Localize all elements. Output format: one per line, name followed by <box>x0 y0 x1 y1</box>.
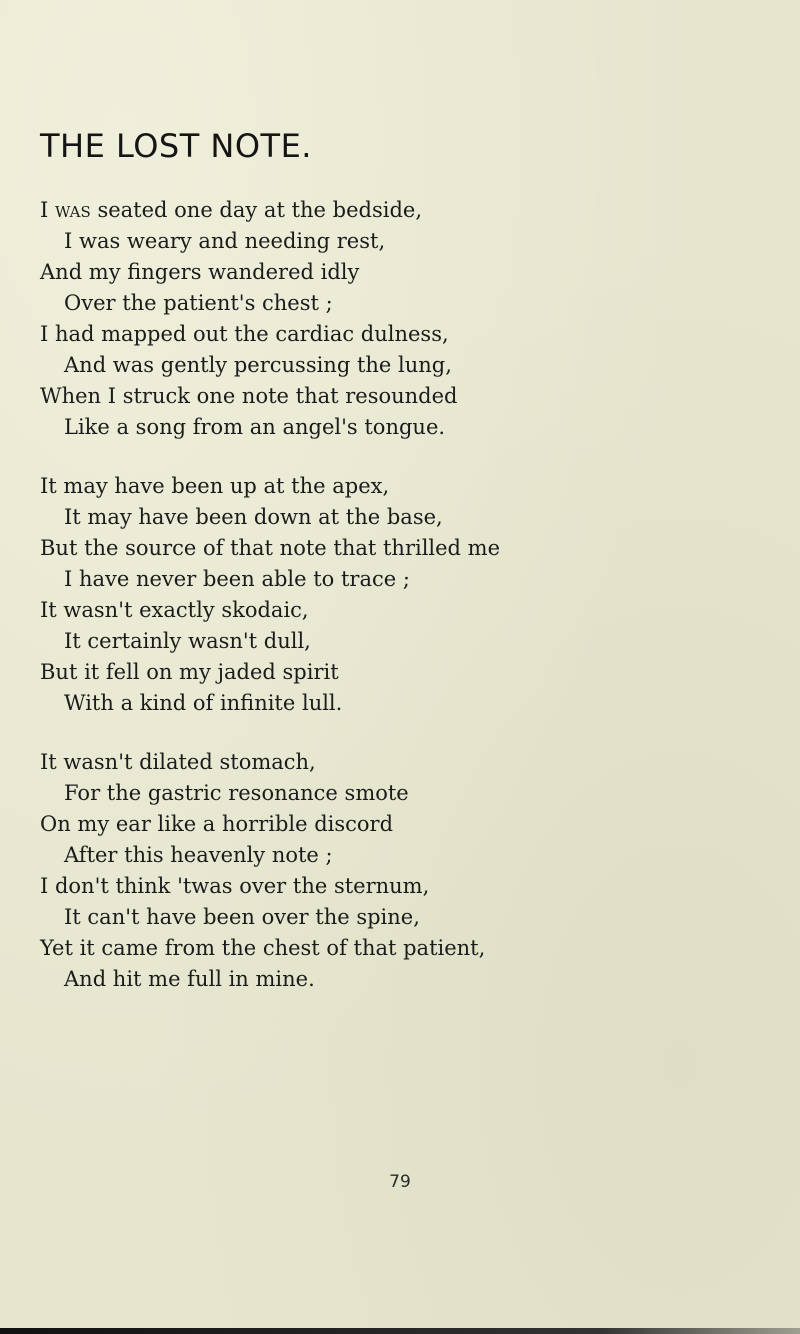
poem-line: And hit me full in mine. <box>64 967 315 991</box>
poem-line: I don't think 'twas over the sternum, <box>40 874 430 898</box>
page-edge-shadow <box>0 1328 800 1334</box>
poem-line: When I struck one note that resounded <box>40 384 458 408</box>
poem-line: It certainly wasn't dull, <box>64 629 311 653</box>
poem-line: After this heavenly note ; <box>64 843 333 867</box>
poem-line: It wasn't dilated stomach, <box>40 750 316 774</box>
poem-line: I was weary and needing rest, <box>64 229 386 253</box>
poem-line: Over the patient's chest ; <box>64 291 333 315</box>
poem-line: I have never been able to trace ; <box>64 567 410 591</box>
poem-body <box>40 195 780 1023</box>
poem-line: And was gently percussing the lung, <box>64 353 452 377</box>
poem-line: It may have been up at the apex, <box>40 474 390 498</box>
poem-line: On my ear like a horrible discord <box>40 812 394 836</box>
stanza-2 <box>40 471 780 719</box>
line-text: seated one day at the bedside, <box>97 198 422 222</box>
poem-line: With a kind of infinite lull. <box>64 691 343 715</box>
first-word-small-caps: was <box>54 198 91 222</box>
poem-line: Like a song from an angel's tongue. <box>64 415 446 439</box>
poem-line: I had mapped out the cardiac dulness, <box>40 322 449 346</box>
poem-line: For the gastric resonance smote <box>64 781 409 805</box>
poem-line: And my fingers wandered idly <box>40 260 360 284</box>
page-number: 79 <box>389 1172 411 1192</box>
stanza-1 <box>40 195 780 443</box>
poem-line: But it fell on my jaded spirit <box>40 660 339 684</box>
poem-line: Yet it came from the chest of that patient, <box>40 936 486 960</box>
stanza-3 <box>40 747 780 995</box>
poem-line: It can't have been over the spine, <box>64 905 420 929</box>
poem-line: But the source of that note that thrilled me <box>40 536 501 560</box>
poem-line <box>40 195 780 226</box>
poem-title: THE LOST NOTE. <box>40 127 312 165</box>
poem-line: It may have been down at the base, <box>64 505 443 529</box>
poem-line: It wasn't exactly skodaic, <box>40 598 309 622</box>
first-word: I <box>40 198 55 222</box>
